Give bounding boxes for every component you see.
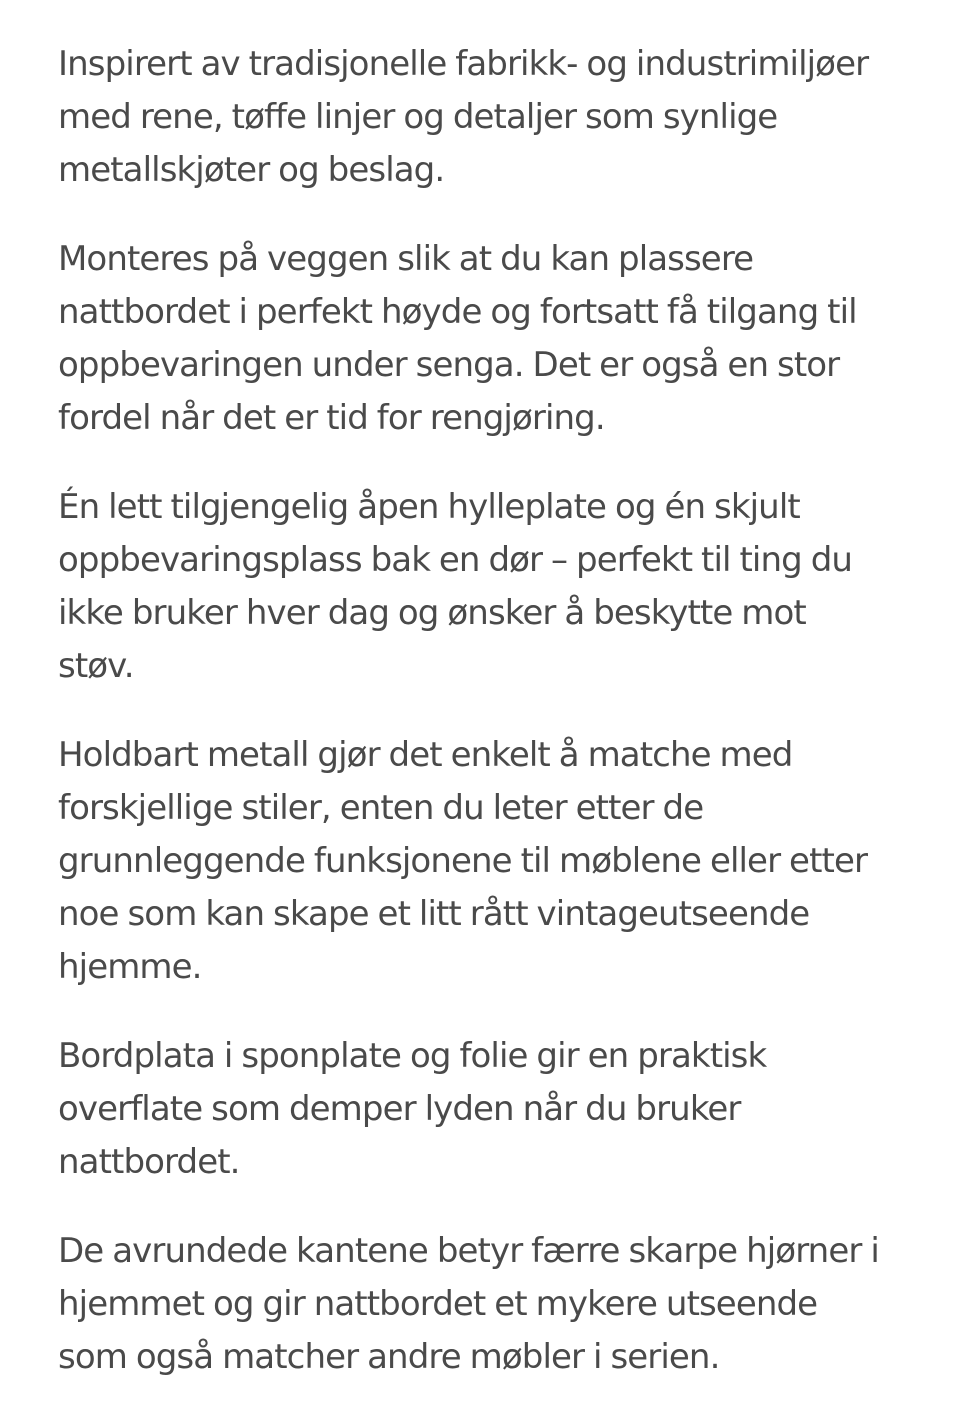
product-description — [58, 38, 918, 1420]
text-line: Holdbart metall gjør det enkelt å matche med — [58, 735, 793, 775]
text-line: grunnleggende funksjonene til møblene eller etter — [58, 841, 868, 881]
text-line: noe som kan skape et litt rått vintageutseende — [58, 894, 810, 934]
description-paragraph — [58, 729, 918, 994]
text-line: Monteres på veggen slik at du kan plassere — [58, 239, 754, 279]
description-paragraph — [58, 481, 918, 693]
text-line: fordel når det er tid for rengjøring. — [58, 398, 605, 438]
text-line: forskjellige stiler, enten du leter etter de — [58, 788, 704, 828]
text-line: hjemmet og gir nattbordet et mykere utseende — [58, 1284, 818, 1324]
description-paragraph — [58, 1225, 918, 1384]
text-line: overflate som demper lyden når du bruker — [58, 1089, 741, 1129]
text-line: hjemme. — [58, 947, 202, 987]
text-line: oppbevaringen under senga. Det er også en stor — [58, 345, 840, 385]
text-line: Bordplata i sponplate og folie gir en praktisk — [58, 1036, 767, 1076]
text-line: Inspirert av tradisjonelle fabrikk- og industrimiljøer — [58, 44, 869, 84]
text-line: oppbevaringsplass bak en dør – perfekt til ting du — [58, 540, 853, 580]
text-line: som også matcher andre møbler i serien. — [58, 1337, 720, 1377]
text-line: metallskjøter og beslag. — [58, 150, 445, 190]
description-paragraph — [58, 233, 918, 445]
text-line: nattbordet. — [58, 1142, 240, 1182]
text-line: De avrundede kantene betyr færre skarpe hjørner i — [58, 1231, 879, 1271]
description-paragraph — [58, 1030, 918, 1189]
text-line: ikke bruker hver dag og ønsker å beskytte mot — [58, 593, 806, 633]
description-paragraph — [58, 38, 918, 197]
text-line: nattbordet i perfekt høyde og fortsatt få tilgang til — [58, 292, 857, 332]
text-line: med rene, tøffe linjer og detaljer som synlige — [58, 97, 778, 137]
text-line: Én lett tilgjengelig åpen hylleplate og én skjult — [58, 487, 800, 527]
text-line: støv. — [58, 646, 134, 686]
